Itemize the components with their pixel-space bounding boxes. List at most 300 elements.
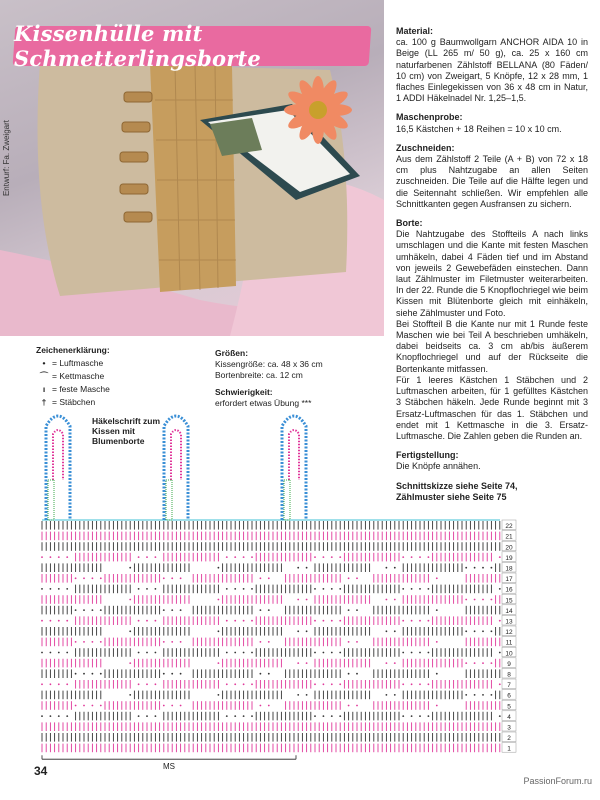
button-loop-inner bbox=[53, 430, 63, 480]
slip-stitch-symbol-icon: ⌒ bbox=[39, 371, 49, 381]
chain-mark bbox=[436, 609, 438, 611]
chain-mark bbox=[356, 641, 358, 643]
chain-mark bbox=[75, 705, 77, 707]
chain-mark bbox=[436, 577, 438, 579]
row-number-label: 16 bbox=[505, 586, 513, 594]
maschenprobe-text: 16,5 Kästchen + 18 Reihen = 10 x 10 cm. bbox=[396, 123, 562, 134]
chain-mark bbox=[66, 620, 68, 622]
row-number-label: 3 bbox=[507, 724, 511, 732]
chain-mark bbox=[394, 567, 396, 569]
chain-mark bbox=[260, 673, 262, 675]
single-crochet-symbol-icon: ı bbox=[42, 384, 46, 394]
chain-mark bbox=[180, 577, 182, 579]
chain-mark bbox=[491, 630, 493, 632]
button-loop-outer bbox=[46, 416, 70, 520]
chain-mark bbox=[331, 620, 333, 622]
chain-mark bbox=[138, 683, 140, 685]
chain-mark bbox=[243, 683, 245, 685]
chain-mark bbox=[41, 556, 43, 558]
chain-mark bbox=[323, 588, 325, 590]
chain-mark bbox=[243, 652, 245, 654]
chain-mark bbox=[356, 577, 358, 579]
row-number-label: 17 bbox=[505, 576, 513, 584]
chain-mark bbox=[58, 588, 60, 590]
chain-mark bbox=[138, 620, 140, 622]
chain-mark bbox=[218, 662, 220, 664]
chain-mark bbox=[155, 588, 157, 590]
row-number-label: 1 bbox=[507, 745, 511, 753]
row-number-label: 18 bbox=[505, 565, 513, 573]
chain-mark bbox=[234, 556, 236, 558]
chain-mark bbox=[268, 577, 270, 579]
borte-heading: Borte: bbox=[396, 218, 423, 229]
chain-mark bbox=[218, 694, 220, 696]
row-number-label: 21 bbox=[505, 533, 513, 541]
chain-mark bbox=[234, 652, 236, 654]
chain-mark bbox=[155, 556, 157, 558]
chain-mark bbox=[331, 652, 333, 654]
cushion-photo bbox=[0, 0, 384, 336]
title-banner bbox=[13, 21, 372, 71]
chain-mark bbox=[465, 567, 467, 569]
fertig-text: Die Knöpfe annähen. bbox=[396, 461, 481, 472]
chain-mark bbox=[66, 588, 68, 590]
chain-mark bbox=[491, 567, 493, 569]
chain-mark bbox=[129, 694, 131, 696]
chain-mark bbox=[356, 609, 358, 611]
chain-mark bbox=[163, 577, 165, 579]
chain-mark bbox=[465, 599, 467, 601]
chain-mark bbox=[243, 620, 245, 622]
chain-mark bbox=[100, 577, 102, 579]
chain-mark bbox=[129, 662, 131, 664]
chain-mark bbox=[171, 577, 173, 579]
symbol-legend bbox=[36, 344, 206, 409]
chain-mark bbox=[226, 556, 228, 558]
chain-mark bbox=[323, 715, 325, 717]
chain-mark bbox=[411, 588, 413, 590]
chain-mark bbox=[499, 556, 501, 558]
chain-mark bbox=[465, 630, 467, 632]
chain-mark bbox=[75, 641, 77, 643]
chain-mark bbox=[155, 620, 157, 622]
chain-mark bbox=[402, 588, 404, 590]
chain-mark bbox=[251, 683, 253, 685]
chain-mark bbox=[41, 588, 43, 590]
chain-mark bbox=[314, 556, 316, 558]
chain-mark bbox=[482, 630, 484, 632]
chain-mark bbox=[482, 694, 484, 696]
ms-label: MS bbox=[163, 762, 175, 772]
chain-mark bbox=[180, 641, 182, 643]
chain-mark bbox=[306, 567, 308, 569]
chain-mark bbox=[356, 673, 358, 675]
button-loop-inner bbox=[289, 430, 299, 480]
chain-mark bbox=[428, 683, 430, 685]
row-number-label: 15 bbox=[505, 597, 513, 605]
row-number-label: 22 bbox=[505, 523, 513, 531]
fertig-heading: Fertigstellung: bbox=[396, 450, 459, 461]
chain-mark bbox=[75, 673, 77, 675]
legend-row bbox=[36, 370, 206, 383]
chain-mark bbox=[171, 641, 173, 643]
chain-mark bbox=[83, 641, 85, 643]
chain-mark bbox=[348, 641, 350, 643]
skizze-ref: Schnittskizze siehe Seite 74, bbox=[396, 480, 518, 491]
borte-width: Bortenbreite: ca. 12 cm bbox=[215, 370, 303, 380]
chain-mark bbox=[314, 683, 316, 685]
zuschneiden-text: Aus dem Zählstoff 2 Teile (A + B) von 72 x 18 cm plus Nahtzugabe an allen Seiten zuschneiden. Die Teile auf die Hälfte legen und die Seitennaht schließen. Wir empfehlen alle Schnittkanten gegen Ausfransen zu sichern. bbox=[396, 154, 588, 209]
borte-text-2: Bei Stoffteil B die Kante nur mit 1 Runde feste Maschen wie bei Teil A beschrieben umhäkeln, dabei beidseits ca. 3 cm ab/bis äußerem Knopflochriegel und auf der Rückseite die Bortenkante mitfassen. bbox=[396, 318, 588, 374]
row-number-label: 20 bbox=[505, 544, 513, 552]
chain-mark bbox=[436, 705, 438, 707]
chain-mark bbox=[419, 556, 421, 558]
site-watermark: PassionForum.ru bbox=[523, 776, 592, 786]
chain-mark bbox=[402, 715, 404, 717]
chain-mark bbox=[499, 715, 501, 717]
chain-mark bbox=[218, 567, 220, 569]
chain-mark bbox=[419, 652, 421, 654]
chain-mark bbox=[163, 641, 165, 643]
chain-mark bbox=[348, 577, 350, 579]
chain-mark bbox=[58, 556, 60, 558]
chain-mark bbox=[419, 683, 421, 685]
chain-mark bbox=[323, 652, 325, 654]
chain-mark bbox=[331, 683, 333, 685]
chain-mark bbox=[163, 673, 165, 675]
chain-mark bbox=[499, 652, 501, 654]
chain-mark bbox=[499, 588, 501, 590]
chain-mark bbox=[226, 715, 228, 717]
chain-mark bbox=[50, 652, 52, 654]
chain-mark bbox=[180, 673, 182, 675]
chain-mark bbox=[428, 556, 430, 558]
button-loop-outer bbox=[282, 416, 306, 520]
chain-mark bbox=[41, 683, 43, 685]
chain-mark bbox=[146, 556, 148, 558]
chain-mark bbox=[314, 620, 316, 622]
chain-mark bbox=[482, 599, 484, 601]
chain-mark bbox=[428, 588, 430, 590]
chain-mark bbox=[50, 588, 52, 590]
chain-mark bbox=[50, 715, 52, 717]
legend-label: = Luftmasche bbox=[52, 358, 104, 368]
chain-mark bbox=[146, 715, 148, 717]
row-number-label: 19 bbox=[505, 554, 513, 562]
chain-mark bbox=[146, 652, 148, 654]
chain-mark bbox=[218, 599, 220, 601]
chain-mark bbox=[356, 705, 358, 707]
legend-row bbox=[36, 357, 206, 370]
chain-mark bbox=[323, 620, 325, 622]
chain-mark bbox=[314, 652, 316, 654]
chain-mark bbox=[306, 599, 308, 601]
chain-mark bbox=[339, 715, 341, 717]
chain-mark bbox=[306, 630, 308, 632]
chain-mark bbox=[92, 577, 94, 579]
chain-mark bbox=[428, 620, 430, 622]
chain-mark bbox=[323, 556, 325, 558]
button-loop-stitches bbox=[48, 480, 54, 520]
schwierigkeit-heading: Schwierigkeit: bbox=[215, 387, 273, 397]
legend-label: = Stäbchen bbox=[52, 397, 96, 407]
row-number-label: 13 bbox=[505, 618, 513, 626]
row-number-label: 8 bbox=[507, 671, 511, 679]
chain-mark bbox=[58, 620, 60, 622]
chain-mark bbox=[331, 588, 333, 590]
row-number-label: 4 bbox=[507, 713, 511, 721]
chain-mark bbox=[474, 694, 476, 696]
chain-mark bbox=[138, 588, 140, 590]
chain-mark bbox=[314, 588, 316, 590]
chain-mark bbox=[75, 577, 77, 579]
chain-mark bbox=[428, 715, 430, 717]
chain-mark bbox=[482, 662, 484, 664]
chain-mark bbox=[100, 641, 102, 643]
chain-mark bbox=[339, 620, 341, 622]
chain-mark bbox=[402, 556, 404, 558]
chain-mark bbox=[474, 662, 476, 664]
chain-mark bbox=[348, 705, 350, 707]
chain-mark bbox=[146, 620, 148, 622]
chain-mark bbox=[474, 599, 476, 601]
chain-mark bbox=[428, 652, 430, 654]
chain-mark bbox=[92, 673, 94, 675]
chain-mark bbox=[436, 641, 438, 643]
chain-mark bbox=[394, 630, 396, 632]
maschenprobe-heading: Maschenprobe: bbox=[396, 112, 463, 123]
chain-mark bbox=[100, 609, 102, 611]
crochet-chart bbox=[36, 404, 528, 772]
chain-mark bbox=[92, 609, 94, 611]
zaehl-ref: Zählmuster siehe Seite 75 bbox=[396, 491, 507, 502]
chain-mark bbox=[331, 715, 333, 717]
chain-mark bbox=[251, 556, 253, 558]
chain-mark bbox=[499, 683, 501, 685]
chain-mark bbox=[129, 567, 131, 569]
chain-mark bbox=[297, 694, 299, 696]
chain-mark bbox=[171, 609, 173, 611]
chain-symbol-icon: • bbox=[42, 358, 46, 368]
chain-mark bbox=[339, 556, 341, 558]
chain-mark bbox=[411, 620, 413, 622]
chain-mark bbox=[41, 652, 43, 654]
sizes-block bbox=[215, 348, 375, 409]
chain-mark bbox=[260, 577, 262, 579]
chain-mark bbox=[226, 683, 228, 685]
chain-mark bbox=[402, 683, 404, 685]
chain-mark bbox=[491, 599, 493, 601]
chain-mark bbox=[465, 662, 467, 664]
chain-mark bbox=[348, 609, 350, 611]
chain-mark bbox=[348, 673, 350, 675]
chain-mark bbox=[339, 652, 341, 654]
chain-mark bbox=[92, 705, 94, 707]
chain-mark bbox=[268, 673, 270, 675]
chain-mark bbox=[260, 641, 262, 643]
kissen-size: Kissengröße: ca. 48 x 36 cm bbox=[215, 359, 323, 369]
chain-mark bbox=[50, 556, 52, 558]
chain-mark bbox=[465, 694, 467, 696]
chain-mark bbox=[419, 588, 421, 590]
borte-text: Die Nahtzugabe des Stoffteils A nach links umschlagen und die Kante mit festen Maschen umhäkeln, dabei 4 Fäden tief und im Abstand von jeweils 2 Gewebefäden einstechen. Dann laut Zählmuster im Filetmuster weiterarbeiten. In der 22. Runde die 5 Knopflochriegel wie beim Kissen mit Blütenborte gleich mit einhäkeln, siehe Zählmuster und Foto. bbox=[396, 229, 588, 318]
legend-row bbox=[36, 383, 206, 396]
chain-mark bbox=[100, 705, 102, 707]
row-number-label: 2 bbox=[507, 735, 511, 743]
chain-mark bbox=[482, 567, 484, 569]
chain-mark bbox=[66, 652, 68, 654]
chain-mark bbox=[297, 567, 299, 569]
chain-mark bbox=[226, 620, 228, 622]
material-text: ca. 100 g Baumwollgarn ANCHOR AIDA 10 in Beige (LL 265 m/ 50 g), ca. 25 x 160 cm naturfarbenen Zählstoff BELLANA (80 Fäden/ 10 cm) von Zweigart, 5 Knöpfe, 12 x 28 mm, 1 flaches Einlegekissen von 36 x 48 cm in Natur, 1 ADDI Häkelnadel Nr. 1,25–1,5. bbox=[396, 37, 588, 104]
chain-mark bbox=[251, 652, 253, 654]
button-loop-stitches bbox=[166, 480, 172, 520]
row-number-label: 14 bbox=[505, 607, 513, 615]
row-number-label: 10 bbox=[505, 650, 513, 658]
row-number-label: 5 bbox=[507, 703, 511, 711]
chain-mark bbox=[323, 683, 325, 685]
chain-mark bbox=[138, 715, 140, 717]
chain-mark bbox=[180, 609, 182, 611]
chain-mark bbox=[331, 556, 333, 558]
chain-mark bbox=[234, 715, 236, 717]
chain-mark bbox=[50, 683, 52, 685]
chain-mark bbox=[411, 652, 413, 654]
chain-mark bbox=[155, 715, 157, 717]
page-number: 34 bbox=[34, 764, 48, 778]
chain-mark bbox=[138, 652, 140, 654]
chain-mark bbox=[268, 705, 270, 707]
chain-mark bbox=[260, 609, 262, 611]
material-heading: Material: bbox=[396, 26, 434, 36]
chart-caption: Häkelschrift zum Kissen mit Blumenborte bbox=[92, 416, 161, 446]
chain-mark bbox=[58, 683, 60, 685]
borte-text-3: Für 1 leeres Kästchen 1 Stäbchen und 2 Luftmaschen arbeiten, für 1 gefülltes Kästchen 3 Stäbchen häkeln. Jede Runde beginnt mit 3 Ersatz-Luftmaschen für das 1. Stäbchen und endet mit 1 Kettmasche in die 3. Ersatz-Luftmasche. Die Zahlen geben die Runden an. bbox=[396, 374, 588, 441]
chain-mark bbox=[491, 694, 493, 696]
chain-mark bbox=[58, 715, 60, 717]
chain-mark bbox=[243, 715, 245, 717]
chain-mark bbox=[419, 715, 421, 717]
chain-mark bbox=[268, 641, 270, 643]
chain-mark bbox=[251, 588, 253, 590]
chain-mark bbox=[268, 609, 270, 611]
zuschneiden-heading: Zuschneiden: bbox=[396, 142, 455, 153]
groessen-heading: Größen: bbox=[215, 348, 249, 358]
chain-mark bbox=[474, 567, 476, 569]
chain-mark bbox=[180, 705, 182, 707]
chain-mark bbox=[163, 609, 165, 611]
chain-mark bbox=[411, 683, 413, 685]
chain-mark bbox=[155, 652, 157, 654]
chain-mark bbox=[66, 683, 68, 685]
chain-mark bbox=[306, 662, 308, 664]
row-number-label: 9 bbox=[507, 660, 511, 668]
chain-mark bbox=[129, 630, 131, 632]
chain-mark bbox=[234, 620, 236, 622]
double-crochet-symbol-icon: † bbox=[41, 397, 47, 407]
chain-mark bbox=[138, 556, 140, 558]
chain-mark bbox=[66, 556, 68, 558]
chain-mark bbox=[386, 567, 388, 569]
chain-mark bbox=[260, 705, 262, 707]
chain-mark bbox=[314, 715, 316, 717]
chain-mark bbox=[155, 683, 157, 685]
chain-mark bbox=[226, 652, 228, 654]
chain-mark bbox=[171, 673, 173, 675]
legend-label: = feste Masche bbox=[52, 384, 110, 394]
chain-mark bbox=[474, 630, 476, 632]
chain-mark bbox=[75, 609, 77, 611]
chain-mark bbox=[436, 673, 438, 675]
chain-mark bbox=[243, 556, 245, 558]
chain-mark bbox=[234, 588, 236, 590]
chain-mark bbox=[92, 641, 94, 643]
chain-mark bbox=[83, 705, 85, 707]
page-title: Kissenhülle mit Schmetterlingsborte bbox=[14, 21, 261, 71]
photo-credit: Entwurf: Fa. Zweigart bbox=[2, 120, 11, 197]
chain-mark bbox=[339, 588, 341, 590]
chain-mark bbox=[41, 715, 43, 717]
chain-mark bbox=[339, 683, 341, 685]
chain-mark bbox=[306, 694, 308, 696]
legend-title: Zeichenerklärung: bbox=[36, 345, 110, 355]
row-number-label: 6 bbox=[507, 692, 511, 700]
chain-mark bbox=[386, 630, 388, 632]
legend-label: = Kettmasche bbox=[52, 371, 105, 381]
chain-mark bbox=[146, 683, 148, 685]
chain-mark bbox=[297, 599, 299, 601]
chain-mark bbox=[243, 588, 245, 590]
row-number-label: 7 bbox=[507, 682, 511, 690]
chain-mark bbox=[411, 556, 413, 558]
chain-mark bbox=[171, 705, 173, 707]
chain-mark bbox=[394, 694, 396, 696]
chain-mark bbox=[402, 652, 404, 654]
chain-mark bbox=[297, 662, 299, 664]
chain-mark bbox=[251, 620, 253, 622]
chain-mark bbox=[226, 588, 228, 590]
chain-mark bbox=[218, 630, 220, 632]
chain-mark bbox=[163, 705, 165, 707]
chain-mark bbox=[41, 620, 43, 622]
schwierigkeit-text: erfordert etwas Übung *** bbox=[215, 398, 312, 408]
row-number-label: 12 bbox=[505, 629, 513, 637]
chain-mark bbox=[499, 620, 501, 622]
chain-mark bbox=[394, 599, 396, 601]
chain-mark bbox=[411, 715, 413, 717]
chain-mark bbox=[386, 662, 388, 664]
chain-mark bbox=[386, 694, 388, 696]
chain-mark bbox=[50, 620, 52, 622]
chain-mark bbox=[83, 577, 85, 579]
chain-mark bbox=[58, 652, 60, 654]
chain-mark bbox=[146, 588, 148, 590]
chain-mark bbox=[419, 620, 421, 622]
chain-mark bbox=[491, 662, 493, 664]
chain-mark bbox=[100, 673, 102, 675]
chain-mark bbox=[386, 599, 388, 601]
chain-mark bbox=[394, 662, 396, 664]
chain-mark bbox=[129, 599, 131, 601]
chain-mark bbox=[234, 683, 236, 685]
row-number-label: 11 bbox=[505, 639, 513, 647]
chain-mark bbox=[297, 630, 299, 632]
button-loop-stitches bbox=[284, 480, 290, 520]
chain-mark bbox=[83, 609, 85, 611]
chain-mark bbox=[83, 673, 85, 675]
chain-mark bbox=[402, 620, 404, 622]
chain-mark bbox=[251, 715, 253, 717]
